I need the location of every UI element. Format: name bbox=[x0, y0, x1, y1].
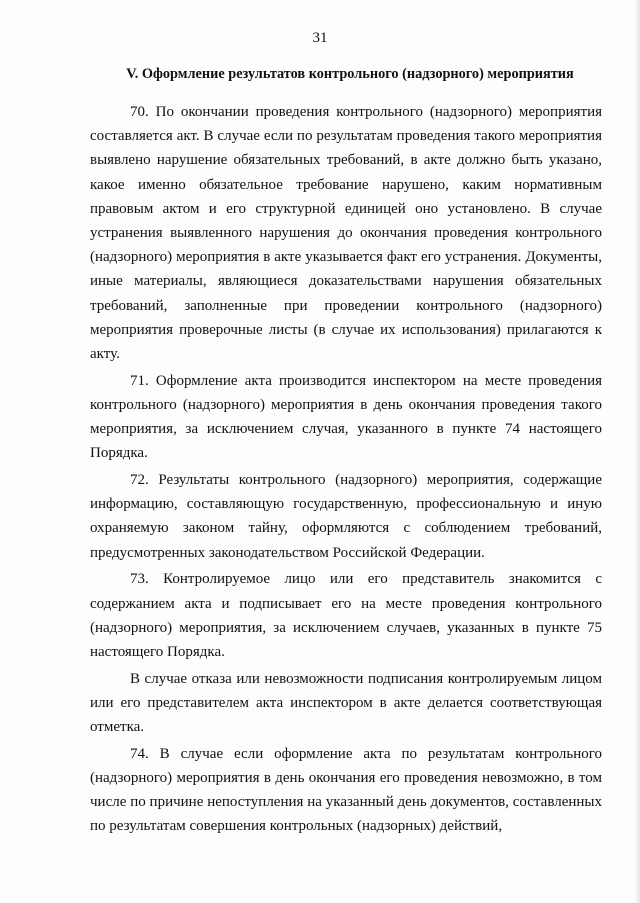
paragraph-72: 72. Результаты контрольного (надзорного) мероприятия, содержащие информацию, составляющую государственную, профессиональную и иную охраняемую законом тайну, оформляются с соблюдением требований, предусмотренных законодательством Российской Федерации. bbox=[90, 472, 602, 561]
scan-edge-shadow bbox=[634, 0, 640, 903]
paragraph-70: 70. По окончании проведения контрольного (надзорного) мероприятия составляется акт. В случае если по результатам проведения такого мероприятия выявлено нарушение обязательных требований, в акте должно быть указано, какое именно обязательное требование нарушено, каким нормативным правовым актом и его структурной единицей оно установлено. В случае устранения выявленного нарушения до окончания проведения контрольного (надзорного) мероприятия в акте указывается факт его устранения. Документы, иные материалы, являющиеся доказательствами нарушения обязательных требований, заполненные при проведении контрольного (надзорного) мероприятия проверочные листы (в случае их использования) прилагаются к акту. bbox=[90, 104, 602, 363]
section-title: V. Оформление результатов контрольного (надзорного) мероприятия bbox=[126, 66, 574, 82]
paragraph-71: 71. Оформление акта производится инспектором на месте проведения контрольного (надзорного) мероприятия в день окончания проведения такого мероприятия, за исключением случая, указанного в пункте 74 настоящего Порядка. bbox=[90, 372, 602, 462]
document-body bbox=[90, 100, 602, 839]
page-number: 31 bbox=[312, 30, 328, 46]
paragraph-73-refusal: В случае отказа или невозможности подписания контролируемым лицом или его представителем акта инспектором в акте делается соответствующая отметка. bbox=[90, 670, 602, 736]
paragraph-74: 74. В случае если оформление акта по результатам контрольного (надзорного) мероприятия в день окончания его проведения невозможно, в том числе по причине непоступления на указанный день документов, составленных по результатам совершения контрольных (надзорных) действий, bbox=[90, 745, 602, 835]
paragraph-73: 73. Контролируемое лицо или его представитель знакомится с содержанием акта и подписывает его на месте проведения контрольного (надзорного) мероприятия, за исключением случаев, указанных в пункте 75 настоящего Порядка. bbox=[90, 571, 602, 660]
